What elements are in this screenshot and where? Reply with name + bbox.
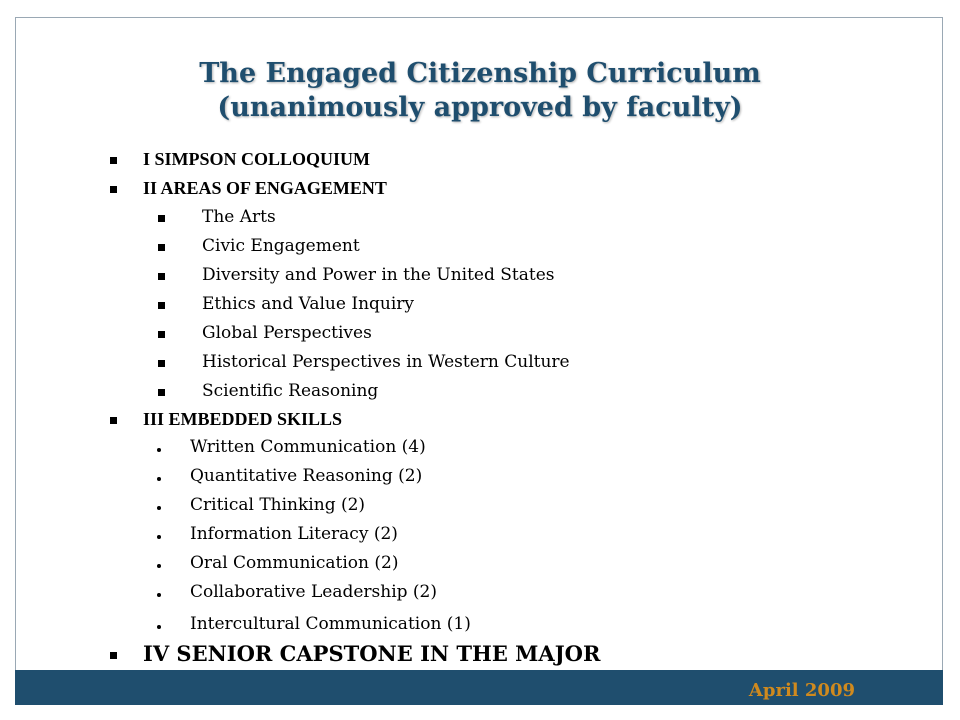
slide-title: The Engaged Citizenship Curriculum: [199, 58, 761, 89]
area-item: Scientific Reasoning: [202, 381, 379, 401]
square-bullet-icon: [158, 302, 165, 309]
dot-bullet-icon: [157, 477, 161, 481]
square-bullet-icon: [158, 273, 165, 280]
dot-bullet-icon: [157, 625, 161, 629]
skill-item: Collaborative Leadership (2): [190, 582, 437, 602]
square-bullet-icon: [110, 186, 117, 193]
slide-subtitle: (unanimously approved by faculty): [217, 92, 743, 123]
square-bullet-icon: [110, 157, 117, 164]
square-bullet-icon: [158, 331, 165, 338]
dot-bullet-icon: [157, 593, 161, 597]
footer-date: April 2009: [748, 680, 855, 701]
skill-item: Information Literacy (2): [190, 524, 398, 544]
dot-bullet-icon: [157, 506, 161, 510]
square-bullet-icon: [110, 652, 117, 659]
square-bullet-icon: [158, 389, 165, 396]
skill-item: Critical Thinking (2): [190, 495, 366, 515]
square-bullet-icon: [110, 417, 117, 424]
dot-bullet-icon: [157, 448, 161, 452]
square-bullet-icon: [158, 244, 165, 251]
area-item: Civic Engagement: [202, 236, 360, 256]
dot-bullet-icon: [157, 535, 161, 539]
section-senior-capstone: IV SENIOR CAPSTONE IN THE MAJOR: [143, 641, 601, 666]
square-bullet-icon: [158, 215, 165, 222]
area-item: Global Perspectives: [202, 323, 372, 343]
section-embedded-skills: III EMBEDDED SKILLS: [143, 409, 343, 429]
skill-item: Intercultural Communication (1): [190, 614, 471, 634]
area-item: The Arts: [202, 207, 276, 227]
dot-bullet-icon: [157, 564, 161, 568]
skill-item: Written Communication (4): [190, 437, 426, 457]
section-areas-of-engagement: II AREAS OF ENGAGEMENT: [143, 178, 387, 198]
area-item: Diversity and Power in the United States: [202, 265, 555, 285]
section-simpson-colloquium: I SIMPSON COLLOQUIUM: [143, 149, 371, 169]
area-item: Ethics and Value Inquiry: [202, 294, 415, 314]
skill-item: Quantitative Reasoning (2): [190, 466, 423, 486]
square-bullet-icon: [158, 360, 165, 367]
skill-item: Oral Communication (2): [190, 553, 399, 573]
area-item: Historical Perspectives in Western Culture: [202, 352, 570, 372]
